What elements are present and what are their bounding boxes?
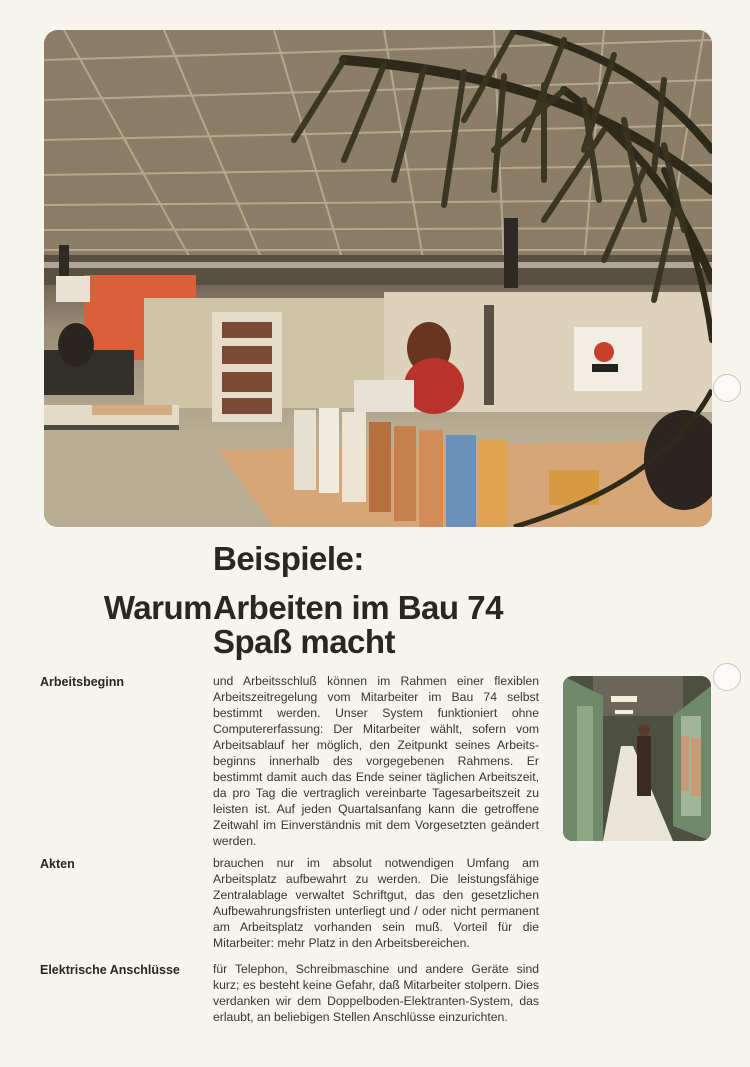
office-photo [44,30,712,527]
punch-hole-bottom [713,663,741,691]
term-elektrische-anschluesse: Elektrische Anschlüsse [40,963,180,977]
heading-line-2-right: Arbeiten im Bau 74 [213,589,503,626]
desc-akten: brauchen nur im absolut notwendigen Umfang am Arbeitsplatz aufbewahrt zu werden. Die leistungsfähige Zentralablage verwaltet Schriftgut, das den gesetzlichen Aufbewahrungsfristen unterliegt und / oder nicht permanent am Arbeitsplatz vorhanden sein muß. Vorteil für die Mitarbeiter: mehr Platz in den Arbeitsbereichen. [213,856,539,951]
heading-line-3: Spaß macht [213,623,396,660]
archive-photo-illustration [563,676,711,841]
heading-line-2-left: Warum [103,589,212,626]
archive-photo [563,676,711,841]
heading-line-1: Beispiele: [213,540,364,577]
punch-hole-top [713,374,741,402]
office-photo-illustration [44,30,712,527]
term-akten: Akten [40,857,75,871]
desc-arbeitsbeginn: und Arbeitsschluß können im Rahmen einer flexiblen Arbeitszeitregelung vom Mitarbeiter im Bau 74 selbst bestimmt werden. Unser System funktioniert ohne Computererfassung: Der Mitarbeiter wählt, sofern vom Arbeitsablauf her möglich, den Zeitpunkt seines Arbeitsbeginns innerhalb des vorgegebenen Rahmens. Er bestimmt damit auch das Ende seiner täglichen Arbeitszeit, da pro Tag die vertraglich vereinbarte Tagesarbeitszeit zu leisten ist. Auf jeden Quartalsanfang kann die getroffene Zeitwahl im Einverständnis mit dem Vorgesetzten geändert werden. [213,674,539,849]
desc-elektrische-anschluesse: für Telephon, Schreibmaschine und andere Geräte sind kurz; es besteht keine Gefahr, daß Mitarbeiter stolpern. Dies verdanken wir dem Doppelboden-Elektranten-System, das erlaubt, an beliebigen Stellen Anschlüsse einzurichten. [213,962,539,1025]
term-arbeitsbeginn: Arbeitsbeginn [40,675,125,689]
